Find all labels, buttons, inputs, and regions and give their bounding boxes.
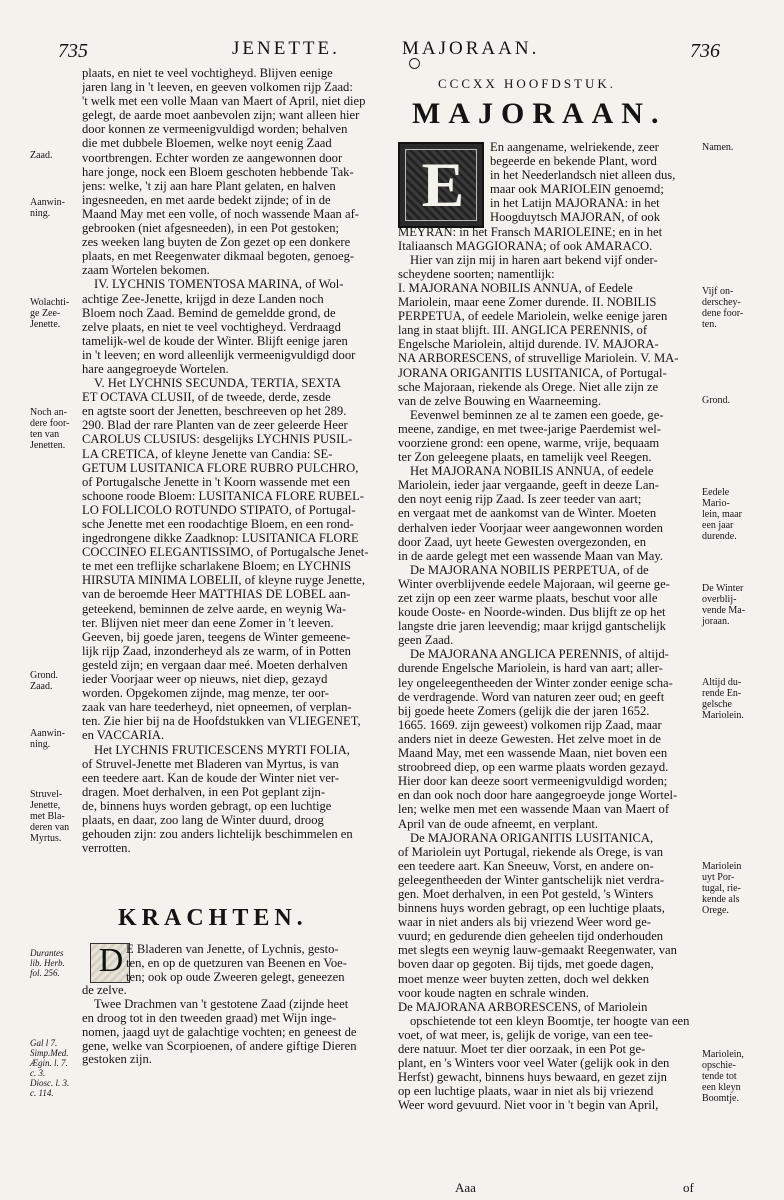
margin-note-line: c. 3. bbox=[30, 1068, 46, 1078]
text-line: plaats, en niet te veel vochtigheyd. Blijven eenige bbox=[82, 66, 333, 80]
text-line: Het LYCHNIS FRUTICESCENS MYRTI FOLIA, bbox=[94, 742, 350, 757]
margin-note-line: Durantes bbox=[30, 948, 64, 958]
text-line: in het Neederlandsch niet alleen dus, bbox=[490, 168, 676, 183]
text-line: IV. LYCHNIS TOMENTOSA MARINA, of Wol- bbox=[94, 277, 344, 292]
margin-note-line: met Bla- bbox=[30, 811, 65, 822]
text-line: 1665. 1669. zijn geweest) volkomen rijp Zaad, maar bbox=[398, 717, 662, 732]
right-running-head: MAJORAAN. bbox=[402, 38, 540, 59]
margin-note-line: rende En- bbox=[702, 688, 742, 699]
margin-note-line: Jenette, bbox=[30, 800, 61, 811]
text-line: voet, of wat meer, is, gelijk de vorige, van een tee- bbox=[398, 1027, 653, 1042]
margin-note-line: een jaar bbox=[702, 520, 734, 531]
text-line: anders niet in deeze Gewesten. Het zelve moet in de bbox=[398, 731, 661, 746]
margin-note-line: uyt Por- bbox=[702, 872, 735, 883]
margin-note-line: Grond. bbox=[702, 395, 731, 406]
text-line: Herfst) gewacht, binnens huys bewaard, en gezet zijn bbox=[398, 1070, 667, 1085]
text-line: in het Latijn MAJORANA: in het bbox=[490, 196, 660, 211]
text-line: koude Ooste- en Noorde-winden. Dus blijft ze op het bbox=[398, 605, 666, 620]
text-line: jaren lang in 't leeven, en geeven volkomen rijp Zaad: bbox=[82, 80, 353, 95]
text-line: een teedere aart. Kan Sneeuw, Vorst, en andere on- bbox=[398, 858, 654, 873]
text-line: gesteld zijn; en vergaan daar meé. Moeten derhalven bbox=[82, 657, 348, 672]
text-line: gen. Moet derhalven, in een Pot gesteld, 's Winters bbox=[398, 886, 654, 901]
text-line: zaam Wortelen bekomen. bbox=[82, 263, 210, 278]
margin-note bbox=[702, 1049, 744, 1104]
margin-note bbox=[702, 142, 733, 153]
margin-note-line: opschie- bbox=[702, 1060, 736, 1071]
text-line: tamelijk-wel de koude der Winter. Blijft eenige jaren bbox=[82, 333, 348, 348]
margin-note-line: Wolachti- bbox=[30, 297, 70, 308]
chapter-title: MAJORAAN. bbox=[412, 97, 667, 130]
text-line: ingesneeden, en met aarde bedekt zijnde; of in de bbox=[82, 192, 331, 207]
margin-note-line: Boomtje. bbox=[702, 1093, 739, 1104]
margin-note-line: Jenetten. bbox=[30, 440, 66, 451]
text-line: maar ook MARIOLEIN genoemd; bbox=[490, 182, 664, 197]
text-line: de zelve. bbox=[82, 984, 127, 998]
text-line: 't welk met een volle Maan van Maert of April, niet diep bbox=[82, 94, 366, 109]
text-line: ter. Blijven niet meer dan eene Zomer in 't leeven. bbox=[82, 615, 334, 630]
text-line: GETUM LUSITANICA FLORE RUBRO PULCHRO, bbox=[82, 460, 359, 475]
text-line: De MAJORANA ORIGANITIS LUSITANICA, bbox=[410, 830, 654, 845]
text-line: door Zaad, uyt heete Gewesten overgezonden, en bbox=[398, 534, 647, 549]
margin-note bbox=[30, 670, 58, 681]
margin-note-line: lein, maar bbox=[702, 509, 742, 520]
text-line: bij goede heete Zomers (gelijk die der jaren 1652. bbox=[398, 703, 650, 718]
krachten-heading: KRACHTEN. bbox=[118, 905, 308, 931]
text-line: Geeven, bij goede jaren, teegens de Winter gemeene- bbox=[82, 629, 351, 644]
margin-note-line: dere foor- bbox=[30, 418, 70, 429]
margin-note-line: Zaad. bbox=[30, 681, 53, 692]
text-line: 290. Blad der rare Planten van de zeer geleerde Heer bbox=[82, 418, 348, 433]
ornament-circle bbox=[409, 58, 420, 69]
text-line: lang in staat blijft. III. ANGLICA PERENNIS, of bbox=[398, 323, 648, 338]
text-line: LA CRETICA, of kleyne Jenette van Candia: SE- bbox=[82, 446, 333, 461]
margin-note-line: Ægin. l. 7. bbox=[30, 1058, 68, 1068]
right-text-column bbox=[398, 140, 698, 1112]
text-line: Weer word gevuurd. Niet voor in 't begin van April, bbox=[398, 1098, 659, 1113]
text-line: ten, en op de quetzuren van Beenen en Voe- bbox=[126, 956, 347, 970]
margin-note-line: Mariolein. bbox=[702, 710, 744, 721]
margin-note-line: Struvel- bbox=[30, 789, 63, 800]
text-line: gestoken zijn. bbox=[82, 1053, 152, 1067]
text-line: ET OCTAVA CLUSII, of de tweede, derde, zesde bbox=[82, 390, 331, 405]
text-line: hare jonge, nock een Bloem geschoten hebbende Tak- bbox=[82, 164, 354, 179]
text-line: ten. Zie hier bij na de Hoofdstukken van VLIEGENET, bbox=[82, 714, 361, 729]
text-line: met slegts een weynig lauw-gemaakt Reegenwater, van bbox=[398, 943, 677, 958]
text-line: voor koude nagten en schrale winden. bbox=[398, 985, 589, 1000]
margin-note bbox=[702, 487, 742, 542]
text-line: De MAJORANA NOBILIS PERPETUA, of de bbox=[410, 562, 649, 577]
text-line: ieder Voorjaar weer op nieuws, niet diep, gezayd bbox=[82, 672, 328, 687]
text-line: plaats, en daar, zoo lang de Winter duurd, droog bbox=[82, 812, 324, 827]
text-line: jens: welke, 't zij aan hare Plant gelaten, en halven bbox=[82, 178, 336, 193]
text-line: stroobreed diep, op een warme plaats worden gezayd. bbox=[398, 760, 669, 775]
text-line: de verdragende. Word van naturen zeer oud; en geeft bbox=[398, 689, 665, 704]
margin-note-line: deren van bbox=[30, 822, 70, 833]
margin-note bbox=[30, 681, 53, 692]
text-line: of Portugalsche Jenette in 't Koorn wassende met een bbox=[82, 474, 351, 489]
text-line: ley ongeleegentheeden der Winter zonder eenige scha- bbox=[398, 675, 673, 690]
margin-note-line: tende tot bbox=[702, 1071, 737, 1082]
text-line: gehouden zijn: zou anders lichtelijk beschimmelen en bbox=[82, 827, 353, 842]
text-line: schoone roode Bloem: LUSITANICA FLORE RUBEL- bbox=[82, 488, 364, 503]
right-page-number: 736 bbox=[690, 40, 720, 62]
text-line: begeerde en bekende Plant, word bbox=[490, 154, 657, 169]
margin-note-line: fol. 256. bbox=[30, 968, 60, 978]
margin-note-line: Zaad. bbox=[30, 150, 53, 161]
margin-note-line: joraan. bbox=[702, 616, 730, 627]
margin-note-line: Vijf on- bbox=[702, 286, 734, 297]
text-line: sche Jenette met een roodachtige Bloem, en een rond- bbox=[82, 517, 354, 531]
left-running-head: JENETTE. bbox=[232, 38, 340, 59]
text-line: COCCINEO ELEGANTISSIMO, of Portugalsche Jenet- bbox=[82, 545, 369, 560]
text-line: lijk rijp Zaad, inzonderheyd als ze warm, of in Potten bbox=[82, 643, 351, 658]
margin-note-line: Eedele bbox=[702, 487, 730, 498]
text-line: binnens huys worden gebragt, op een luchtige plaats, bbox=[398, 901, 665, 916]
text-line: gebrooken (niet afgesneeden), in een Pot gestoken; bbox=[82, 221, 340, 236]
catchword: of bbox=[683, 1180, 694, 1195]
text-line: derhalven ieder Voorjaar weer aangewonnen worden bbox=[398, 520, 663, 535]
text-line: April van de oude afneemt, en verplant. bbox=[398, 816, 599, 831]
text-line: nomen, jaagd uyt de galachtige vochten; en geneest de bbox=[82, 1025, 357, 1039]
text-line: Hier door kan deeze soort vermeenigvuldigd worden; bbox=[398, 774, 668, 789]
text-line: plant, en 's Winters voor veel Water (gelijk ook in den bbox=[398, 1056, 670, 1071]
text-line: of Struvel-Jenette met Bladeren van Myrtus, is van bbox=[82, 756, 339, 771]
text-line: worden. Opgekomen zijnde, mag menze, ter oor- bbox=[82, 686, 329, 701]
text-line: die met dubbele Bloemen, welke noyt eenig Zaad bbox=[82, 136, 332, 151]
text-line: Italiaansch MAGGIORANA; of ook AMARACO. bbox=[398, 238, 653, 253]
margin-note-line: c. 114. bbox=[30, 1088, 54, 1098]
text-line: Maand May, met een wassende Maan, niet boven een bbox=[398, 746, 668, 761]
text-line: En aangename, welriekende, zeer bbox=[490, 140, 659, 154]
text-line: plaats, en met Reegenwater dikmaal begoten, genoeg- bbox=[82, 249, 355, 264]
text-line: sche Majoraan, riekende als Orege. Niet alle zijn ze bbox=[398, 379, 659, 394]
text-line: zaak van hare teederheyd, niet opneemen, of verplan- bbox=[82, 700, 352, 715]
margin-note-line: Orege. bbox=[702, 905, 729, 916]
margin-note-line: derschey- bbox=[702, 297, 741, 308]
text-line: ingedrongene dikke Zaadknop: LUSITANICA FLORE bbox=[82, 531, 359, 546]
margin-note bbox=[702, 286, 743, 330]
margin-note-line: Noch an- bbox=[30, 407, 67, 418]
text-line: E Bladeren van Jenette, of Lychnis, gesto- bbox=[126, 943, 339, 956]
margin-note-line: ten van bbox=[30, 429, 60, 440]
margin-note bbox=[30, 197, 65, 219]
margin-note bbox=[702, 395, 730, 406]
margin-note-line: Jenette. bbox=[30, 319, 61, 330]
text-line: zelve plaats, en niet te veel vochtigheyd. Verdraagd bbox=[82, 319, 341, 334]
text-line: Engelsche Mariolein, altijd durende. IV. MAJORA- bbox=[398, 337, 659, 352]
text-line: gelegt, de aarde moet aanbevolen zijn; want alleen hier bbox=[82, 108, 360, 123]
margin-note-line: ning. bbox=[30, 208, 51, 219]
margin-note-line: durende. bbox=[702, 531, 737, 542]
text-line: te met een treflijke scharlakene Bloem; en LYCHNIS bbox=[82, 559, 352, 574]
text-line: durende Engelsche Mariolein, is hard van aart; aller- bbox=[398, 661, 663, 676]
drop-cap-letter: D bbox=[98, 942, 124, 979]
text-line: De MAJORANA ANGLICA PERENNIS, of altijd- bbox=[410, 647, 669, 662]
text-line: en vergaat met de aankomst van de Winter. Moeten bbox=[398, 506, 657, 521]
margin-note bbox=[30, 150, 53, 161]
text-line: LO FOLLICOLO ROTUNDO STIPATO, of Portugal- bbox=[82, 502, 356, 517]
text-line: in de aarde gelegt met een wassende Maan van May. bbox=[398, 548, 663, 563]
text-line: van de beroemde Heer MATTHIAS DE LOBEL aan- bbox=[82, 587, 351, 602]
margin-note-line: tugal, rie- bbox=[702, 883, 741, 894]
margin-note-line: Grond. bbox=[30, 670, 59, 681]
left-text-column bbox=[82, 66, 392, 855]
text-line: voorziene grond: een opene, warme, vrije, bequaam bbox=[398, 435, 660, 450]
text-line: waar in niet anders als bij vriezend Weer word ge- bbox=[398, 915, 651, 930]
text-line: dere natuur. Moet ter dier oorzaak, in een Pot ge- bbox=[398, 1042, 646, 1056]
text-line: achtige Zee-Jenette, krijgd in deze Landen noch bbox=[82, 291, 324, 306]
text-line: door konnen ze vermeenigvuldigd worden; behalven bbox=[82, 122, 348, 137]
margin-note-line: dene foor- bbox=[702, 308, 744, 319]
margin-note bbox=[30, 1038, 69, 1098]
text-line: PERPETUA, of eedele Mariolein, welke eenige jaren bbox=[398, 309, 668, 324]
margin-note-line: Simp.Med. bbox=[30, 1048, 69, 1058]
margin-note-line: Mariolein bbox=[702, 861, 742, 872]
text-line: van de zelve Bouwing en Waarneeming. bbox=[398, 393, 601, 408]
margin-note-line: Mariolein, bbox=[702, 1049, 744, 1060]
text-line: een teedere aart. Kan de koude der Winter niet ver- bbox=[82, 770, 340, 785]
text-line: Maand May met een volle, of noch wassende Maan af- bbox=[82, 206, 359, 221]
margin-note-line: Mario- bbox=[702, 498, 730, 509]
text-line: zes weeken lang buyten de Zon gezet op een donkere bbox=[82, 235, 351, 250]
text-line: verrotten. bbox=[82, 841, 131, 856]
text-line: in 't leeven; en word alleenlijk vermeenigvuldigd door bbox=[82, 347, 356, 362]
left-page-number: 735 bbox=[58, 40, 88, 62]
margin-note bbox=[30, 789, 69, 844]
signature-mark: Aaa bbox=[455, 1180, 476, 1195]
text-line: langste drie jaren leevendig; maar krijgd gantschelijk bbox=[398, 619, 666, 634]
text-line: MEYRAN: in het Fransch MARIOLEINE; en in het bbox=[398, 224, 663, 239]
text-line: Hier van zijn mij in haren aart bekend vijf onder- bbox=[410, 252, 658, 267]
text-line: geen Zaad. bbox=[398, 633, 454, 648]
text-line: CAROLUS CLUSIUS: desgelijks LYCHNIS PUSIL- bbox=[82, 432, 353, 447]
text-line: gene, welke van Scorpioenen, of andere giftige Dieren bbox=[82, 1039, 357, 1053]
text-line: zet zijn op een zeer warme plaats, beschut voor alle bbox=[398, 591, 658, 605]
text-line: JORANA ORIGANITIS LUSITANICA, of Portugal- bbox=[398, 365, 667, 380]
text-line: Mariolein, ieder jaar vergaande, geeft in deeze Lan- bbox=[398, 478, 659, 493]
margin-note-line: Gal l 7. bbox=[30, 1038, 58, 1048]
margin-note-line: De Winter bbox=[702, 583, 744, 594]
text-line: dragen. Moet derhalven, in een Pot geplant zijn- bbox=[82, 784, 326, 799]
chapter-heading: CCCXX HOOFDSTUK. bbox=[438, 76, 617, 91]
text-line: vuurd; en gedurende dien geheelen tijd onderhouden bbox=[398, 929, 664, 944]
text-line: Eevenwel beminnen ze al te zamen een goede, ge- bbox=[410, 407, 664, 422]
text-line: De MAJORANA ARBORESCENS, of Mariolein bbox=[398, 999, 648, 1014]
text-line: Hoogduytsch MAJORAN, of ook bbox=[490, 210, 661, 225]
margin-note-line: Altijd du- bbox=[702, 677, 742, 688]
text-line: boven daar op gegoten. Bij tijds, met goede dagen, bbox=[398, 957, 654, 972]
text-line: en VACCARIA. bbox=[82, 728, 165, 743]
margin-note-line: gelsche bbox=[702, 699, 732, 710]
text-line: en dan ook noch door hare aangegroeyde jonge Wortel- bbox=[398, 788, 678, 803]
text-line: en agtste soort der Jenetten, beschreeven op het 289. bbox=[82, 404, 347, 419]
text-line: Twee Drachmen van 't gestotene Zaad (zijnde heet bbox=[94, 998, 349, 1012]
text-line: I. MAJORANA NOBILIS ANNUA, of Eedele bbox=[398, 280, 633, 295]
text-line: len; welke men met een wassende Maan van Maert of bbox=[398, 802, 670, 817]
text-line: hare aangegroeyde Wortelen. bbox=[82, 361, 229, 376]
krachten-text bbox=[82, 943, 392, 1067]
text-line: geteekend, beminnen de zelve aarde, en weynig Wa- bbox=[82, 601, 347, 616]
text-line: Bloem noch Zaad. Bemind de gemeldde grond, de bbox=[82, 305, 336, 320]
text-line: V. Het LYCHNIS SECUNDA, TERTIA, SEXTA bbox=[94, 376, 341, 391]
text-line: Het MAJORANA NOBILIS ANNUA, of eedele bbox=[410, 464, 654, 479]
margin-note-line: Aanwin- bbox=[30, 197, 65, 208]
initial-letter: E bbox=[421, 149, 465, 220]
text-line: voortbrengen. Echter worden ze aangewonnen door bbox=[82, 150, 343, 165]
text-line: opschietende tot een kleyn Boomtje, ter hoogte van een bbox=[410, 1013, 690, 1028]
text-line: op een luchtige plaats, waar in niet als bij vriezend bbox=[398, 1084, 654, 1099]
margin-note bbox=[30, 728, 65, 750]
margin-note-line: ge Zee- bbox=[30, 308, 61, 319]
text-line: Winter overblijvende eedele Majoraan, wil geerne ge- bbox=[398, 576, 670, 591]
text-line: scheydene soorten; namentlijk: bbox=[398, 266, 555, 281]
text-line: ter Zon geleegene plaats, en tamelijk veel Reegen. bbox=[398, 450, 652, 465]
margin-note-line: overblij- bbox=[702, 594, 737, 605]
margin-note bbox=[30, 948, 65, 978]
text-line: ten; ook op oude Zweeren gelegt, geneezen bbox=[126, 970, 345, 984]
text-line: meene, zandige, en met twee-jarige Paerdemist wel- bbox=[398, 421, 661, 436]
margin-note-line: Myrtus. bbox=[30, 833, 62, 844]
text-line: Mariolein, maar eene Zomer durende. II. NOBILIS bbox=[398, 295, 657, 310]
margin-note-line: kende als bbox=[702, 894, 740, 905]
text-line: den noyt eenig rijp Zaad. Is zeer teeder van aart; bbox=[398, 492, 642, 507]
margin-note-line: vende Ma- bbox=[702, 605, 746, 616]
text-line: en droog tot in den tweeden graad) met Wijn inge- bbox=[82, 1011, 337, 1025]
margin-note-line: ning. bbox=[30, 739, 51, 750]
margin-note bbox=[702, 677, 744, 721]
margin-note-line: Namen. bbox=[702, 142, 734, 153]
margin-note-line: een kleyn bbox=[702, 1082, 741, 1093]
text-line: of Mariolein uyt Portugal, riekende als Orege, is van bbox=[398, 844, 664, 859]
margin-note-line: ten. bbox=[702, 319, 717, 330]
margin-note bbox=[30, 407, 70, 451]
margin-note-line: Diosc. l. 3. bbox=[30, 1078, 70, 1088]
text-line: moet menze weer buyten zetten, doch wel dekken bbox=[398, 971, 650, 986]
text-line: geleegentheeden der Winter gantschelijk niet verdra- bbox=[398, 872, 665, 887]
margin-note bbox=[702, 861, 741, 916]
text-line: NA ARBORESCENS, of struvellige Mariolein. V. MA- bbox=[398, 351, 679, 366]
text-line: de, binnens huys worden gebragt, op een luchtige bbox=[82, 798, 332, 813]
text-line: HIRSUTA MINIMA LOBELII, of kleyne ruyge Jenette, bbox=[82, 573, 365, 588]
margin-note bbox=[702, 583, 745, 627]
margin-note-line: Aanwin- bbox=[30, 728, 65, 739]
margin-note-line: lib. Herb. bbox=[30, 958, 65, 968]
margin-note bbox=[30, 297, 69, 330]
